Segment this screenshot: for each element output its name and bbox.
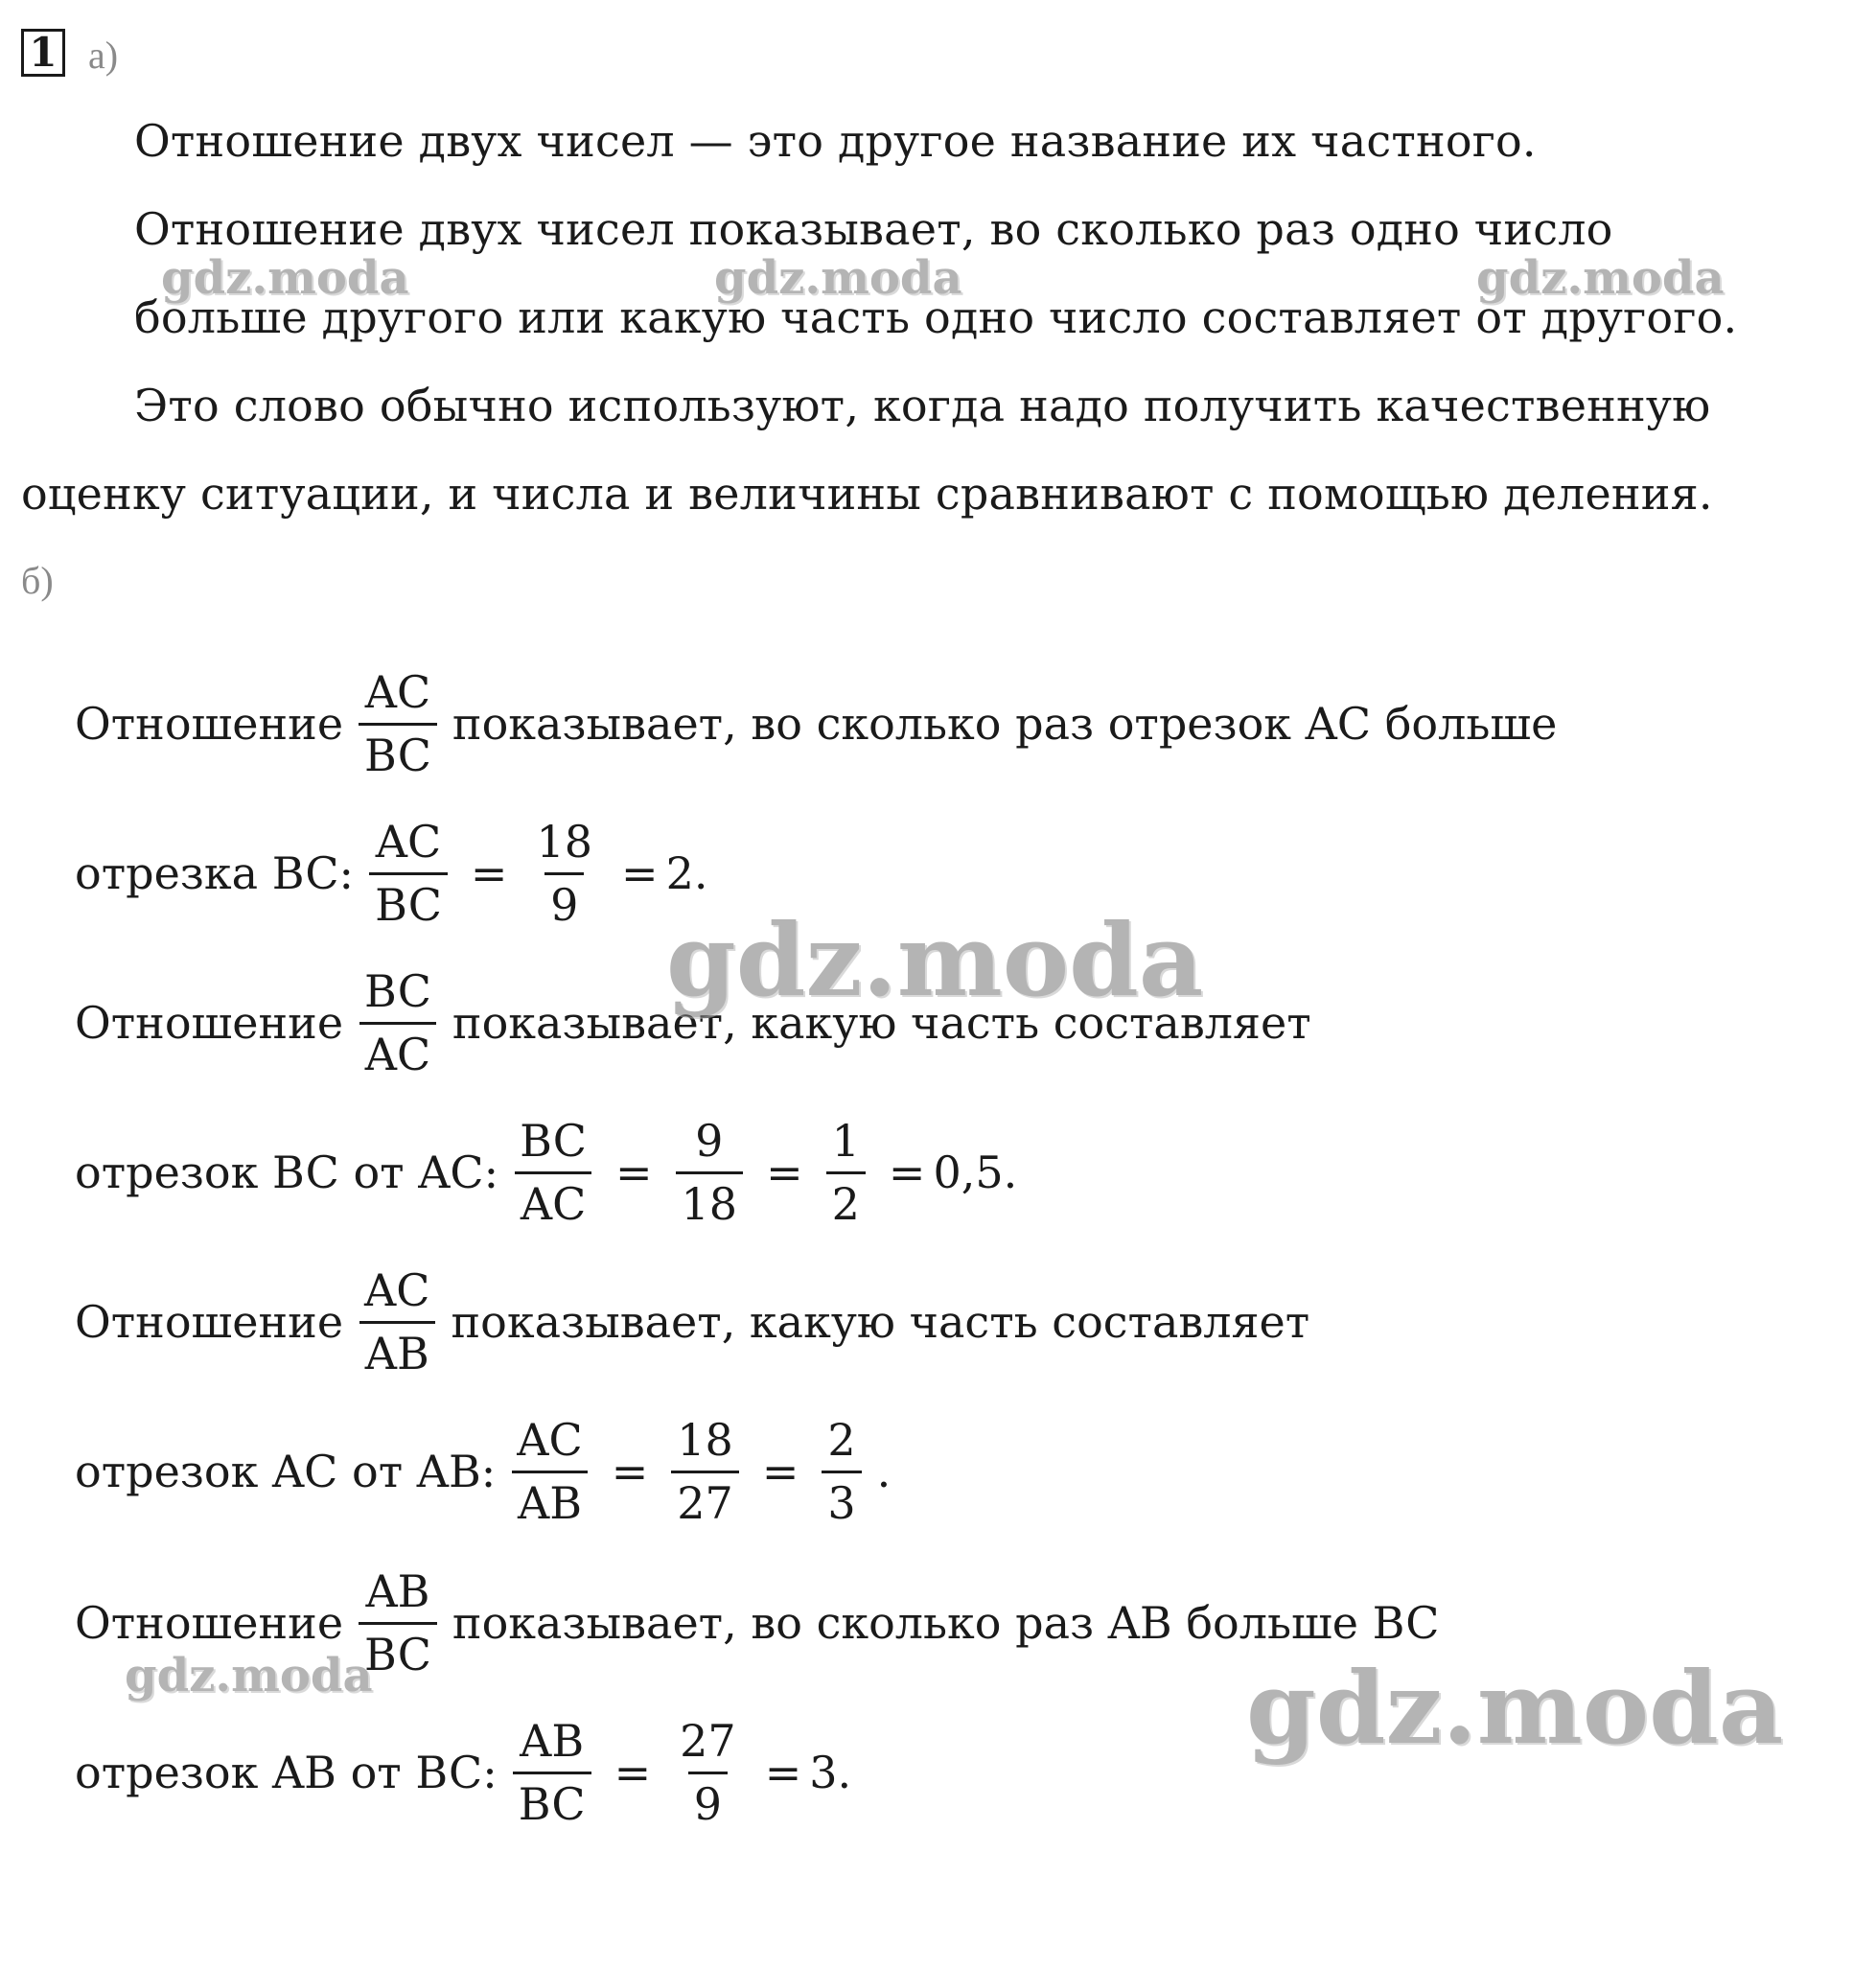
fraction-2-3 xyxy=(822,1413,861,1529)
part-a-paragraph-2-line-2: больше другого или какую часть одно число составляет от другого. xyxy=(134,291,1738,343)
watermark: gdz.moda xyxy=(666,901,1204,1019)
fraction-numerator: 9 xyxy=(695,1114,724,1167)
fraction-ac-bc xyxy=(369,815,448,931)
fraction-denominator: BC xyxy=(359,723,437,780)
watermark: gdz.moda xyxy=(161,251,409,305)
fraction-numerator: AC xyxy=(364,1263,430,1316)
row-8-result: 3. xyxy=(809,1747,852,1798)
fraction-numerator: AB xyxy=(520,1714,585,1767)
fraction-denominator: AC xyxy=(515,1171,591,1229)
watermark: gdz.moda xyxy=(714,251,962,305)
part-a-paragraph-3-line-2: оценку ситуации, и числа и величины сравнивают с помощью деления. xyxy=(21,468,1713,520)
task-number-box xyxy=(21,29,65,77)
part-a-paragraph-1: Отношение двух чисел — это другое название их частного. xyxy=(134,115,1537,167)
fraction-denominator: 18 xyxy=(676,1171,744,1229)
fraction-18-9 xyxy=(530,815,598,931)
fraction-ab-bc xyxy=(513,1714,591,1830)
fraction-numerator: BC xyxy=(520,1114,587,1167)
row-4-prefix: отрезок BC от AC: xyxy=(75,1147,499,1198)
row-6-prefix: отрезок AC от AB: xyxy=(75,1446,497,1497)
fraction-numerator: 18 xyxy=(677,1413,733,1466)
part-b-row-6 xyxy=(75,1409,891,1534)
part-b-row-8 xyxy=(75,1710,851,1835)
fraction-denominator: BC xyxy=(369,872,448,930)
part-a-paragraph-3-line-1: Это слово обычно используют, когда надо получить качественную xyxy=(134,380,1711,431)
equals-sign: = xyxy=(621,847,659,899)
equals-sign: = xyxy=(764,1747,802,1798)
fraction-ac-bc xyxy=(359,665,437,781)
equals-sign: = xyxy=(611,1446,649,1497)
fraction-ac-ab xyxy=(359,1263,435,1379)
row-4-result: 0,5. xyxy=(933,1147,1018,1198)
fraction-denominator: 3 xyxy=(822,1471,861,1528)
watermark: gdz.moda xyxy=(125,1649,373,1703)
row-1-suffix: показывает, во сколько раз отрезок AC больше xyxy=(452,698,1558,750)
fraction-denominator: AB xyxy=(512,1471,588,1528)
fraction-numerator: AB xyxy=(365,1564,430,1617)
part-b-row-2 xyxy=(75,811,707,936)
fraction-numerator: 18 xyxy=(536,815,593,868)
row-7-suffix: показывает, во сколько раз AB больше BC xyxy=(452,1597,1440,1649)
fraction-numerator: BC xyxy=(364,964,431,1017)
equals-sign: = xyxy=(761,1446,799,1497)
part-a-label: а) xyxy=(88,34,119,77)
fraction-numerator: 27 xyxy=(680,1714,736,1767)
fraction-denominator: 9 xyxy=(688,1772,728,1829)
fraction-numerator: 2 xyxy=(827,1413,856,1466)
fraction-numerator: 1 xyxy=(831,1114,860,1167)
row-2-result: 2. xyxy=(665,847,708,899)
equals-sign: = xyxy=(614,1747,652,1798)
fraction-numerator: AC xyxy=(364,665,431,718)
row-7-prefix: Отношение xyxy=(75,1597,344,1649)
watermark: gdz.moda xyxy=(1476,251,1725,305)
fraction-denominator: BC xyxy=(513,1772,591,1829)
fraction-denominator: AC xyxy=(359,1022,436,1079)
fraction-denominator: 9 xyxy=(544,872,584,930)
part-a-paragraph-2-line-1: Отношение двух чисел показывает, во сколько раз одно число xyxy=(134,203,1613,255)
fraction-18-27 xyxy=(671,1413,739,1529)
fraction-numerator: AC xyxy=(375,815,442,868)
part-b-label: б) xyxy=(21,559,54,602)
row-5-suffix: показывает, какую часть составляет xyxy=(451,1296,1310,1348)
fraction-1-2 xyxy=(826,1114,866,1230)
fraction-bc-ac xyxy=(359,964,437,1080)
fraction-denominator: 2 xyxy=(826,1171,866,1229)
fraction-27-9 xyxy=(674,1714,742,1830)
fraction-denominator: BC xyxy=(359,1622,437,1679)
part-b-row-1 xyxy=(75,661,1557,786)
task-number: 1 xyxy=(29,29,58,76)
equals-sign: = xyxy=(888,1147,926,1198)
row-3-suffix: показывает, какую часть составляет xyxy=(452,997,1311,1049)
row-5-prefix: Отношение xyxy=(75,1296,344,1348)
fraction-9-18 xyxy=(676,1114,744,1230)
equals-sign: = xyxy=(766,1147,803,1198)
equals-sign: = xyxy=(470,847,508,899)
row-6-result: . xyxy=(876,1446,892,1497)
fraction-denominator: AB xyxy=(359,1321,435,1378)
row-1-prefix: Отношение xyxy=(75,698,344,750)
watermark: gdz.moda xyxy=(1246,1649,1784,1767)
fraction-numerator: AC xyxy=(517,1413,583,1466)
part-b-row-5 xyxy=(75,1260,1309,1384)
fraction-ac-ab xyxy=(511,1413,588,1529)
row-3-prefix: Отношение xyxy=(75,997,344,1049)
equals-sign: = xyxy=(614,1147,653,1198)
fraction-bc-ac xyxy=(514,1114,592,1230)
fraction-denominator: 27 xyxy=(671,1471,739,1528)
part-b-row-4 xyxy=(75,1110,1017,1235)
row-2-prefix: отрезка BC: xyxy=(75,847,355,899)
row-8-prefix: отрезок AB от BC: xyxy=(75,1747,498,1798)
